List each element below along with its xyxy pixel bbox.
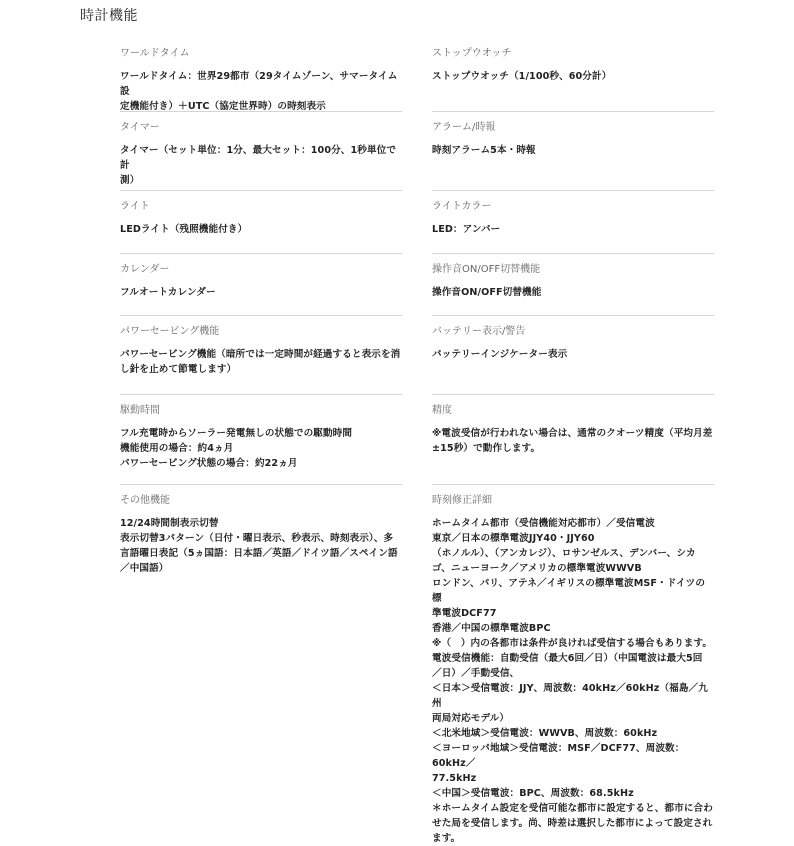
spec-label: カレンダー	[120, 264, 170, 275]
spec-power-saving	[120, 316, 402, 395]
spec-battery	[432, 316, 714, 395]
spec-value: バッテリーインジケーター表示	[432, 349, 568, 360]
spec-label: バッテリー表示/警告	[432, 326, 526, 337]
spec-label: ワールドタイム	[120, 48, 190, 59]
spec-light-color	[432, 191, 714, 254]
spec-value: 時刻アラーム5本・時報	[432, 145, 536, 156]
spec-label: パワーセービング機能	[120, 326, 220, 337]
spec-alarm	[432, 112, 714, 191]
spec-label: 操作音ON/OFF切替機能	[432, 264, 541, 275]
spec-calendar	[120, 254, 402, 316]
spec-label: アラーム/時報	[432, 122, 496, 133]
spec-value: 操作音ON/OFF切替機能	[432, 287, 542, 298]
spec-stopwatch	[432, 38, 714, 112]
spec-column-right	[432, 38, 714, 846]
spec-value: 12/24時間制表示切替 表示切替3パターン（日付・曜日表示、秒表示、時刻表示）、多 言語曜日表記（5ヵ国語：日本語／英語／ドイツ語／スペイン語 ／中国語）	[120, 518, 398, 574]
spec-label: ライトカラー	[432, 201, 492, 212]
spec-value: ホームタイム都市（受信機能対応都市）／受信電波 東京／日本の標準電波JJY40・JJY60 （ホノルル）、（アンカレジ）、ロサンゼルス、デンバー、シカ ゴ、ニューヨーク／アメリカの標準電波WWVB ロンドン、パリ、アテネ／イギリスの標準電波MSF・ドイツの標 準電波DCF77 香港／中国の標準電波BPC ※（ ）内の各都市は条件が良ければ受信する場合もあります。 電波受信機能：自動受信（最大6回／日）（中国電波は最大5回 ／日）／手動受信、 ＜日本＞受信電波：JJY、周波数：40kHz／60kHz（福島／九州 両局対応モデル） ＜北米地域＞受信電波：WWVB、周波数：60kHz ＜ヨーロッパ地域＞受信電波：MSF／DCF77、周波数：60kHz／ 77.5kHz ＜中国＞受信電波：BPC、周波数：68.5kHz ＊ホームタイム設定を受信可能な都市に設定すると、都市に合わ せた局を受信します。尚、時差は選択した都市によって設定され ます。	[432, 518, 713, 844]
spec-timer	[120, 112, 402, 191]
spec-value: フル充電時からソーラー発電無しの状態での駆動時間 機能使用の場合：約4ヵ月 パワーセービング状態の場合：約22ヵ月	[120, 428, 353, 469]
spec-label: 駆動時間	[120, 405, 160, 416]
spec-label: 時刻修正詳細	[432, 495, 492, 506]
spec-operating-time	[120, 395, 402, 485]
spec-value: ※電波受信が行われない場合は、通常のクオーツ精度（平均月差 ±15秒）で動作します。	[432, 428, 713, 454]
spec-value: タイマー（セット単位：1分、最大セット：100分、1秒単位で計 測）	[120, 145, 397, 186]
spec-label: その他機能	[120, 495, 170, 506]
spec-value: LEDライト（残照機能付き）	[120, 224, 248, 235]
spec-value: LED：アンバー	[432, 224, 501, 235]
spec-value: フルオートカレンダー	[120, 287, 216, 298]
spec-value: パワーセービング機能（暗所では一定時間が経過すると表示を消 し針を止めて節電します）	[120, 349, 401, 375]
spec-value: ワールドタイム：世界29都市（29タイムゾーン、サマータイム設 定機能付き）＋UTC（協定世界時）の時刻表示	[120, 71, 398, 112]
spec-other-functions	[120, 485, 402, 576]
spec-label: ライト	[120, 201, 150, 212]
spec-light	[120, 191, 402, 254]
spec-value: ストップウオッチ（1/100秒、60分計）	[432, 71, 612, 82]
page-title: 時計機能	[80, 8, 138, 24]
spec-label: ストップウオッチ	[432, 48, 512, 59]
spec-label: 精度	[432, 405, 452, 416]
spec-time-correction	[432, 485, 714, 846]
spec-label: タイマー	[120, 122, 160, 133]
spec-column-left	[120, 38, 402, 576]
spec-world-time	[120, 38, 402, 112]
spec-accuracy	[432, 395, 714, 485]
spec-operation-sound	[432, 254, 714, 316]
